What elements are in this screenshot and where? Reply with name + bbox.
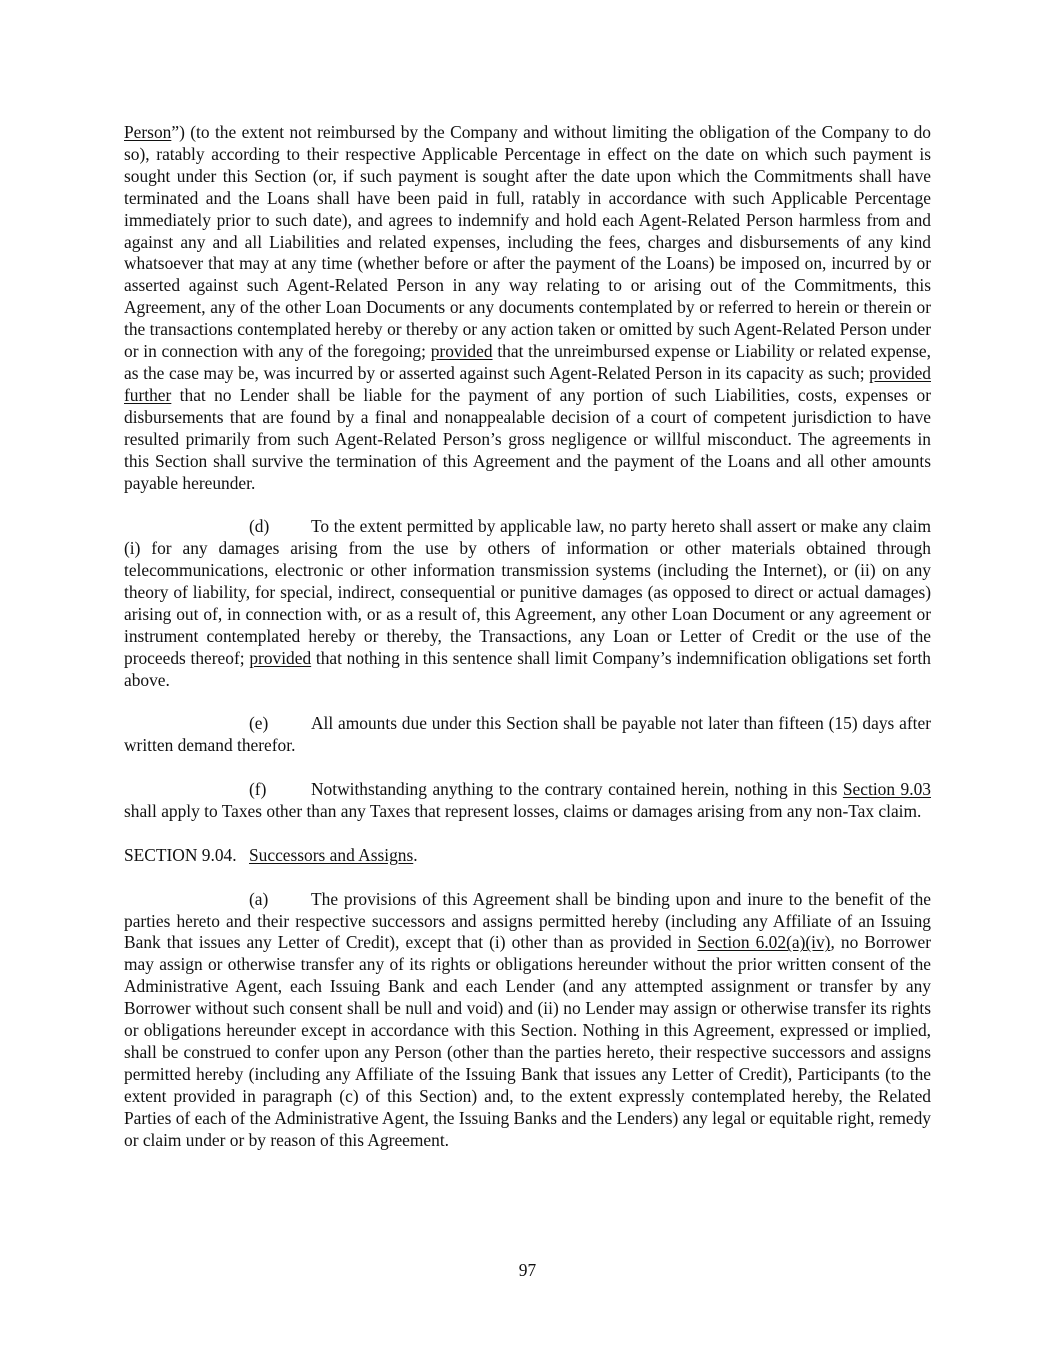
paragraph-text: that nothing in this sentence shall limit Company’s indemnification obligations set forth above.	[124, 647, 931, 690]
paragraph-number: (e)	[249, 713, 269, 734]
paragraph-text: that the unreimbursed expense or Liability or related expense, as the case may be, was incurred by or asserted against such Agent-Related Person in its capacity as such;	[124, 341, 931, 383]
paragraph-number: (a)	[249, 888, 269, 909]
section-reference: Section 6.02(a)(iv)	[697, 932, 831, 953]
paragraph-number: (f)	[249, 779, 267, 800]
section-heading-9-04	[124, 845, 931, 867]
paragraph-d	[124, 516, 931, 691]
paragraph-c-continuation	[124, 122, 931, 494]
paragraph-a	[124, 889, 931, 1152]
section-reference: Section 9.03	[842, 779, 931, 800]
paragraph-text: , no Borrower may assign or otherwise transfer any of its rights or obligations hereunder without the prior written consent of the Administrative Agent, each Issuing Bank and each Lender (and any attempted assignment or transfer by any Borrower without such consent shall be null and void) and (ii) no Lender may assign or otherwise transfer its rights or obligations hereunder except in accordance with this Section. Nothing in this Agreement, expressed or implied, shall be construed to confer upon any Person (other than the parties hereto, their respective successors and assigns permitted hereby (including any Affiliate of the Issuing Bank that issues any Letter of Credit), Participants (to the extent provided in paragraph (c) of this Section) and, to the extent expressly contemplated hereby, the Related Parties of each of the Administrative Agent, the Issuing Banks and the Lenders) any legal or equitable right, remedy or claim under or by reason of this Agreement.	[124, 932, 931, 1150]
paragraph-text: ”) (to the extent not reimbursed by the Company and without limiting the obligation of the Company to do so), ratably according to their respective Applicable Percentage in effect on the date on which such payment is sought under this Section (or, if such payment is sought after the date upon which the Commitments shall have terminated and the Loans shall have been paid in full, ratably in accordance with such Applicable Percentage immediately prior to such date), and agrees to indemnify and hold each Agent-Related Person harmless from and against any and all Liabilities and related expenses, including the fees, charges and disbursements of any kind whatsoever that may at any time (whether before or after the payment of the Loans) be imposed on, incurred by or asserted against such Agent-Related Person in any way relating to or arising out of the Commitments, this Agreement, any of the other Loan Documents or any documents contemplated by or referred to herein or therein or the transactions contemplated hereby or thereby or any action taken or omitted by such Agent-Related Person under or in connection with any of the foregoing;	[124, 122, 931, 362]
paragraph-text: All amounts due under this Section shall be payable not later than fifteen (15) days after written demand therefor.	[124, 713, 931, 756]
paragraph-text: that no Lender shall be liable for the payment of any portion of such Liabilities, costs, expenses or disbursements that are found by a final and nonappealable decision of a court of competent jurisdiction to have resulted primarily from such Agent-Related Person’s gross negligence or willful misconduct. The agreements in this Section shall survive the termination of this Agreement and the payment of the Loans and all other amounts payable hereunder.	[124, 384, 931, 493]
section-number: SECTION 9.04.	[124, 844, 237, 865]
further-term: further	[124, 384, 172, 405]
provided-term: provided	[869, 362, 931, 383]
paragraph-text: The provisions of this Agreement shall be binding upon and inure to the benefit of the parties hereto and their respective successors and assigns permitted hereby (including any Affiliate of an Issuing Bank that issues any Letter of Credit), except that (i) other than as provided in	[124, 888, 931, 953]
paragraph-text: shall apply to Taxes other than any Taxes that represent losses, claims or damages arising from any non-Tax claim.	[124, 801, 922, 822]
paragraph-number: (d)	[249, 516, 270, 537]
section-title-period: .	[413, 844, 418, 865]
section-title: Successors and Assigns	[249, 844, 414, 865]
document-page	[124, 122, 931, 1152]
provided-term: provided	[430, 341, 493, 362]
paragraph-e	[124, 713, 931, 757]
page-number: 97	[518, 1260, 537, 1280]
paragraph-text: Notwithstanding anything to the contrary contained herein, nothing in this	[311, 779, 843, 800]
provided-term: provided	[249, 647, 312, 668]
defined-term-person: Person	[124, 122, 172, 142]
paragraph-f	[124, 779, 931, 823]
paragraph-text: To the extent permitted by applicable law, no party hereto shall assert or make any claim (i) for any damages arising from the use by others of information or other materials obtained through telecommunications, electronic or other information transmission systems (including the Internet), or (ii) on any theory of liability, for special, indirect, consequential or punitive damages (as opposed to direct or actual damages) arising out of, in connection with, or as a result of, this Agreement, any other Loan Document or any agreement or instrument contemplated hereby or thereby, the Transactions, any Loan or Letter of Credit or the use of the proceeds thereof;	[124, 516, 931, 668]
